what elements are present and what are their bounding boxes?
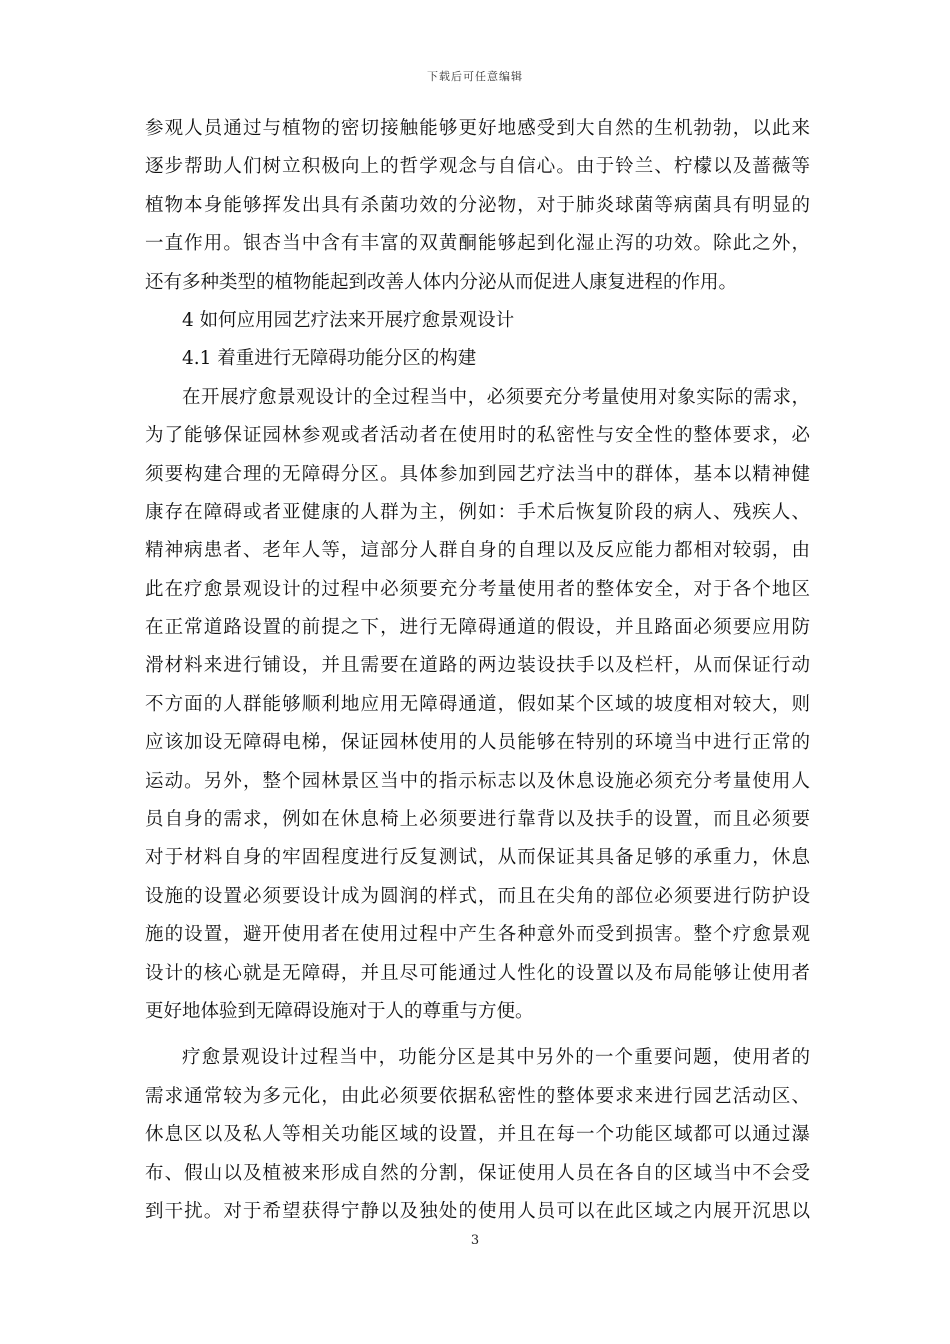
text-line: 植物本身能够挥发出具有杀菌功效的分泌物，对于肺炎球菌等病菌具有明显的 xyxy=(145,194,810,216)
text-line: 施的设置，避开使用者在使用过程中产生各种意外而受到损害。整个疗愈景观 xyxy=(145,924,810,946)
text-line: 滑材料来进行铺设，并且需要在道路的两边装设扶手以及栏杆，从而保证行动 xyxy=(145,655,810,677)
subsection-heading: 4.1 着重进行无障碍功能分区的构建 xyxy=(182,348,477,370)
text-line: 布、假山以及植被来形成自然的分割，保证使用人员在各自的区域当中不会受 xyxy=(145,1162,810,1184)
document-body xyxy=(145,110,810,1231)
text-line: 逐步帮助人们树立积极向上的哲学观念与自信心。由于铃兰、柠檬以及蔷薇等 xyxy=(145,156,810,178)
text-line: 在开展疗愈景观设计的全过程当中，必须要充分考量使用对象实际的需求， xyxy=(182,386,810,408)
paragraph-2 xyxy=(145,379,810,1032)
section-heading: 4 如何应用园艺疗法来开展疗愈景观设计 xyxy=(182,309,515,331)
paragraph-gap xyxy=(145,1031,810,1039)
text-line: 休息区以及私人等相关功能区域的设置，并且在每一个功能区域都可以通过瀑 xyxy=(145,1124,810,1146)
text-line: 参观人员通过与植物的密切接触能够更好地感受到大自然的生机勃勃，以此来 xyxy=(145,118,810,139)
text-line: 疗愈景观设计过程当中，功能分区是其中另外的一个重要问题，使用者的 xyxy=(182,1047,810,1069)
text-line: 员自身的需求，例如在休息椅上必须要进行靠背以及扶手的设置，而且必须要 xyxy=(145,809,810,831)
text-line: 设计的核心就是无障碍，并且尽可能通过人性化的设置以及布局能够让使用者 xyxy=(145,962,810,984)
page-number: 3 xyxy=(470,1233,480,1248)
text-line: 须要构建合理的无障碍分区。具体参加到园艺疗法当中的群体，基本以精神健 xyxy=(145,463,810,485)
text-line: 设施的设置必须要设计成为圆润的样式，而且在尖角的部位必须要进行防护设 xyxy=(145,885,810,907)
paragraph-3 xyxy=(145,1039,810,1231)
text-line: 运动。另外，整个园林景区当中的指示标志以及休息设施必须充分考量使用人 xyxy=(145,770,810,792)
text-line: 应该加设无障碍电梯，保证园林使用的人员能够在特别的环境当中进行正常的 xyxy=(145,732,810,754)
text-line: 一直作用。银杏当中含有丰富的双黄酮能够起到化湿止泻的功效。除此之外， xyxy=(145,233,810,255)
text-line: 此在疗愈景观设计的过程中必须要充分考量使用者的整体安全，对于各个地区 xyxy=(145,578,810,600)
text-line: 还有多种类型的植物能起到改善人体内分泌从而促进人康复进程的作用。 xyxy=(145,271,738,293)
text-line: 到干扰。对于希望获得宁静以及独处的使用人员可以在此区域之内展开沉思以 xyxy=(145,1200,810,1222)
paragraph-1 xyxy=(145,110,810,302)
text-line: 不方面的人群能够顺利地应用无障碍通道，假如某个区域的坡度相对较大，则 xyxy=(145,693,810,715)
text-line: 在正常道路设置的前提之下，进行无障碍通道的假设，并且路面必须要应用防 xyxy=(145,617,810,639)
page-header: 下载后可任意编辑 xyxy=(427,70,523,83)
text-line: 为了能够保证园林参观或者活动者在使用时的私密性与安全性的整体要求，必 xyxy=(145,425,810,447)
text-line: 精神病患者、老年人等，這部分人群自身的自理以及反应能力都相对较弱，由 xyxy=(145,540,810,562)
text-line: 康存在障碍或者亚健康的人群为主，例如：手术后恢复阶段的病人、残疾人、 xyxy=(145,501,810,523)
text-line: 更好地体验到无障碍设施对于人的尊重与方便。 xyxy=(145,1000,534,1022)
text-line: 对于材料自身的牢固程度进行反复测试，从而保证其具备足够的承重力，休息 xyxy=(145,847,810,869)
text-line: 需求通常较为多元化，由此必须要依据私密性的整体要求来进行园艺活动区、 xyxy=(145,1085,810,1107)
